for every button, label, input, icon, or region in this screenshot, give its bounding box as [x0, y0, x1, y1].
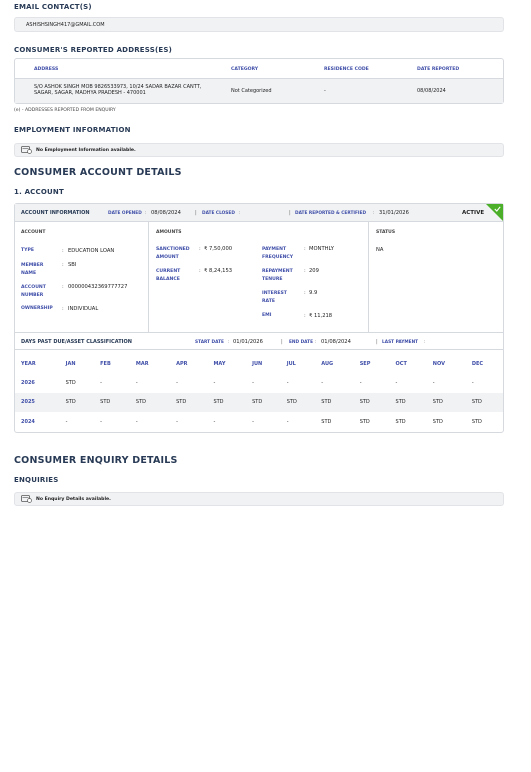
colon-sep: :	[424, 339, 426, 345]
dpd-table-wrap	[15, 354, 503, 432]
dpd-status-cell: -	[471, 379, 474, 386]
account-number-label: ACCOUNT NUMBER	[21, 285, 46, 298]
email-value: ASHISHSINGH417@GMAIL.COM	[26, 22, 105, 28]
pipe-sep: |	[195, 210, 197, 216]
balance-value: ₹ 8,24,153	[204, 268, 233, 274]
dpd-status-cell: -	[213, 418, 216, 425]
info-card-icon	[21, 495, 32, 503]
month-header: APR	[176, 360, 188, 367]
dpd-year-cell: 2024	[21, 418, 35, 425]
colon-sep: :	[199, 268, 201, 274]
month-header: NOV	[432, 360, 445, 367]
dpd-status-cell: -	[135, 418, 138, 425]
dpd-status-cell: STD	[359, 418, 370, 425]
month-header: MAR	[135, 360, 149, 367]
enquiry-section-title: CONSUMER ENQUIRY DETAILS	[14, 455, 178, 466]
address-footnote: (e) - ADDRESSES REPORTED FROM ENQUIRY	[14, 108, 116, 113]
start-date-value: 01/01/2026	[233, 339, 263, 345]
dpd-status-cell: -	[100, 379, 102, 386]
dpd-status-cell: -	[286, 418, 289, 425]
dpd-status-cell: -	[359, 379, 362, 386]
dpd-header	[15, 334, 503, 350]
start-date-label: START DATE	[195, 340, 224, 345]
frequency-label: PAYMENT FREQUENCY	[262, 247, 294, 260]
dpd-status-cell: -	[252, 418, 254, 425]
colon-sep: :	[199, 246, 201, 252]
ownership-value: INDIVIDUAL	[68, 306, 99, 312]
dpd-status-cell: -	[176, 418, 178, 425]
date-reported-label: DATE REPORTED & CERTIFIED	[295, 211, 367, 216]
dpd-row	[15, 412, 503, 432]
dpd-status-cell: STD	[471, 418, 482, 425]
account-panel	[15, 222, 149, 332]
dpd-status-cell: -	[286, 379, 289, 386]
month-header: JUL	[286, 360, 296, 367]
dpd-status-cell: STD	[65, 379, 76, 386]
dpd-row	[15, 393, 503, 413]
ownership-label: OWNERSHIP	[21, 306, 53, 311]
month-header: OCT	[395, 360, 407, 367]
end-date-value: 01/08/2024	[321, 339, 351, 345]
last-payment-label: LAST PAYMENT	[382, 340, 419, 345]
enquiry-subtitle: ENQUIRIES	[14, 476, 59, 484]
colon-sep: :	[304, 290, 306, 296]
dpd-status-cell: -	[135, 379, 138, 386]
dpd-status-cell: STD	[207, 393, 246, 413]
dpd-status-cell: STD	[246, 393, 281, 413]
dpd-status-cell: -	[252, 379, 254, 386]
month-header: AUG	[321, 360, 334, 367]
category-header: CATEGORY	[231, 67, 259, 72]
address-cell: S/O ASHOK SINGH MOB 9826533973, 10/24 SADAR BAZAR CANTT, SAGAR, SAGAR, MADHYA PRADESH - 470001	[34, 84, 202, 97]
date-reported-value: 31/01/2026	[379, 210, 409, 216]
check-icon	[494, 206, 501, 212]
dpd-year-cell: 2026	[21, 379, 35, 386]
category-cell: Not Categorized	[231, 88, 272, 94]
amounts-panel-title: AMOUNTS	[156, 230, 182, 235]
residence-code-cell: -	[324, 88, 326, 94]
type-value: EDUCATION LOAN	[68, 248, 115, 254]
colon-sep: :	[62, 248, 64, 254]
account-card	[14, 203, 504, 433]
account-info-label: ACCOUNT INFORMATION	[21, 210, 90, 216]
dpd-status-cell: -	[432, 379, 435, 386]
enquiry-message: No Enquiry Details available.	[36, 496, 111, 502]
colon-sep: :	[228, 339, 230, 345]
address-section-title: CONSUMER'S REPORTED ADDRESS(ES)	[14, 46, 172, 54]
dpd-status-cell: STD	[60, 393, 95, 413]
colon-sep: :	[315, 339, 317, 345]
date-opened-value: 08/08/2024	[151, 210, 181, 216]
month-header: MAY	[213, 360, 226, 367]
type-label: TYPE	[21, 248, 34, 253]
tenure-label: REPAYMENT TENURE	[262, 269, 293, 282]
date-reported-cell: 08/08/2024	[417, 88, 446, 94]
dpd-status-cell: -	[176, 379, 178, 386]
dpd-table	[15, 354, 503, 432]
dpd-status-cell: STD	[94, 393, 130, 413]
dpd-status-cell: STD	[321, 418, 332, 425]
account-section-title: CONSUMER ACCOUNT DETAILS	[14, 167, 182, 178]
colon-sep: :	[145, 210, 147, 216]
member-value: SBI	[68, 262, 77, 268]
month-header: FEB	[100, 360, 111, 367]
emi-value: ₹ 11,218	[309, 313, 333, 319]
rate-label: INTEREST RATE	[262, 291, 287, 304]
month-header: JUN	[252, 360, 263, 367]
account-number-value: 000000432369777727	[68, 284, 128, 290]
address-row	[15, 79, 503, 103]
rate-value: 9.9	[309, 290, 318, 296]
dpd-title: DAYS PAST DUE/ASSET CLASSIFICATION	[21, 339, 132, 345]
month-header: SEP	[359, 360, 371, 367]
dpd-status-cell: STD	[315, 393, 353, 413]
member-label: MEMBER NAME	[21, 263, 44, 276]
month-header: DEC	[471, 360, 484, 367]
pipe-sep: |	[281, 339, 283, 345]
colon-sep: :	[239, 210, 241, 216]
sanctioned-label: SANCTIONED AMOUNT	[156, 247, 190, 260]
balance-label: CURRENT BALANCE	[156, 269, 181, 282]
dpd-status-cell: STD	[281, 393, 316, 413]
month-header: JAN	[65, 360, 76, 367]
account-detail-panels	[15, 222, 503, 333]
dpd-status-cell: STD	[395, 418, 406, 425]
status-panel	[369, 222, 503, 332]
dpd-status-cell: -	[100, 418, 102, 425]
colon-sep: :	[304, 268, 306, 274]
colon-sep: :	[62, 284, 64, 290]
date-reported-header: DATE REPORTED	[417, 67, 460, 72]
email-box	[14, 17, 504, 32]
dpd-table-header-row	[15, 354, 503, 373]
dpd-status-cell: STD	[432, 418, 443, 425]
employment-section-title: EMPLOYMENT INFORMATION	[14, 126, 131, 134]
month-header: YEAR	[21, 360, 36, 367]
end-date-label: END DATE	[289, 340, 314, 345]
colon-sep: :	[62, 262, 64, 268]
dpd-table-body	[15, 373, 503, 432]
colon-sep: :	[373, 210, 375, 216]
emi-label: EMI	[262, 313, 272, 318]
employment-message: No Employment Information available.	[36, 147, 136, 153]
dpd-row	[15, 373, 503, 393]
colon-sep: :	[304, 313, 306, 319]
account-info-header	[15, 204, 503, 222]
address-header: ADDRESS	[34, 67, 59, 72]
tenure-value: 209	[309, 268, 319, 274]
dpd-status-cell: -	[395, 379, 398, 386]
dpd-status-cell: STD	[390, 393, 427, 413]
account-subtitle: 1. ACCOUNT	[14, 188, 64, 196]
date-opened-label: DATE OPENED	[108, 211, 142, 216]
dpd-status-cell: STD	[466, 393, 503, 413]
address-table-header	[15, 59, 503, 79]
dpd-status-cell: STD	[427, 393, 466, 413]
email-section-title	[14, 3, 92, 11]
account-panel-title: ACCOUNT	[21, 230, 46, 235]
dpd-status-cell: STD	[354, 393, 390, 413]
residence-code-header: RESIDENCE CODE	[324, 67, 369, 72]
dpd-status-cell: -	[65, 418, 68, 425]
date-closed-label: DATE CLOSED	[202, 211, 235, 216]
employment-info-bar	[14, 143, 504, 157]
amounts-panel	[149, 222, 369, 332]
dpd-status-cell: STD	[130, 393, 170, 413]
dpd-year-cell: 2025	[15, 393, 60, 413]
pipe-sep: |	[289, 210, 291, 216]
frequency-value: MONTHLY	[309, 246, 334, 252]
info-card-icon	[21, 146, 32, 154]
dpd-status-cell: STD	[170, 393, 207, 413]
pipe-sep: |	[376, 339, 378, 345]
dpd-status-cell: -	[213, 379, 216, 386]
colon-sep: :	[62, 306, 64, 312]
dpd-status-cell: -	[321, 379, 324, 386]
colon-sep: :	[304, 246, 306, 252]
status-badge: ACTIVE	[462, 209, 485, 216]
status-panel-title: STATUS	[376, 230, 396, 235]
address-table	[14, 58, 504, 104]
sanctioned-value: ₹ 7,50,000	[204, 246, 233, 252]
enquiry-info-bar	[14, 492, 504, 506]
email-title: EMAIL CONTACT(S)	[14, 3, 92, 11]
status-value: NA	[376, 247, 384, 253]
